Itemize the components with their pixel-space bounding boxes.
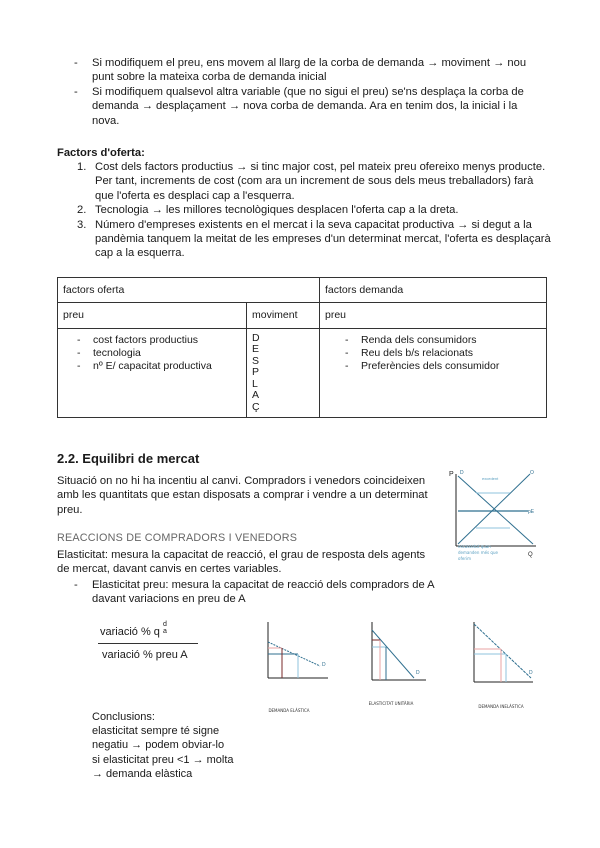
svg-text:O: O bbox=[530, 470, 534, 476]
elasticitat-preu-bullet: - Elasticitat preu: mesura la capacitat de reacció dels compradors de A davant variacions en preu de A bbox=[74, 578, 444, 607]
intro-bullet-list bbox=[74, 56, 544, 128]
svg-text:pE: pE bbox=[528, 509, 535, 515]
subheader-preu-oferta: preu bbox=[58, 303, 247, 328]
section-title: 2.2. Equilibri de mercat bbox=[57, 451, 200, 466]
svg-text:D: D bbox=[322, 662, 326, 668]
intro-bullet: - Si modifiquem el preu, ens movem al llarg de la corba de demanda → moviment → nou punt sobre la mateixa corba de demanda inicial bbox=[74, 56, 544, 85]
header-factors-oferta: factors oferta bbox=[58, 278, 320, 303]
note-excedent: excedent bbox=[482, 476, 499, 481]
factor-item: 3. Número d'empreses existents en el mercat i la seva capacitat productiva → si degut a la pandèmia tanquem la meitat de les empreses d'un determinat mercat, l'oferta es desplaçarà cap a la esquerra. bbox=[77, 218, 551, 260]
factors-oferta-list bbox=[77, 160, 555, 261]
desplac-vertical-text: D E S P L A Ç bbox=[247, 328, 320, 418]
subheader-moviment: moviment bbox=[247, 303, 320, 328]
subheader-preu-demanda: preu bbox=[320, 303, 547, 328]
svg-text:D: D bbox=[416, 670, 420, 676]
formula-denominator: variació % preu A bbox=[102, 649, 188, 661]
axis-q-label: Q bbox=[528, 552, 533, 558]
inelastic-demand-sketch bbox=[471, 620, 537, 684]
factor-item: 1. Cost dels factors productius → si tinc major cost, pel mateix preu ofereixo menys producte. Per tant, increments de cost (com ara un increment de sous dels meus treballadors) farà que l'oferta es desplaci cap a l'esquerra. bbox=[77, 161, 546, 202]
oferta-factor: - cost factors productius bbox=[71, 334, 241, 347]
svg-text:D: D bbox=[460, 470, 464, 476]
note-escassetat: escassetat quan demanden més que oferim bbox=[458, 544, 498, 561]
formula-divider bbox=[98, 643, 198, 644]
demanda-factor: - Renda dels consumidors bbox=[339, 334, 541, 347]
formula-numerator: variació % q d a bbox=[100, 621, 167, 638]
factor-item: 2. Tecnologia → les millores tecnològiques desplacen l'oferta cap a la dreta. bbox=[77, 204, 459, 217]
unit-elasticity-label: ELASTICITAT UNITÀRIA bbox=[368, 701, 414, 706]
oferta-factors-cell bbox=[58, 328, 247, 418]
intro-bullet: - Si modifiquem qualsevol altra variable (que no sigui el preu) se'ns desplaça la corba de demanda → desplaçament → nova corba de demanda. Ara en tenim dos, la inicial i la nova. bbox=[74, 85, 544, 128]
elasticitat-bullets bbox=[74, 578, 444, 607]
header-factors-demanda: factors demanda bbox=[320, 278, 547, 303]
axis-p-label: P bbox=[449, 471, 454, 478]
demanda-factors-cell bbox=[320, 328, 547, 418]
conclusions-title: Conclusions: bbox=[92, 711, 155, 723]
section-subheading: REACCIONS DE COMPRADORS I VENEDORS bbox=[57, 532, 298, 544]
oferta-factor: - nº E/ capacitat productiva bbox=[71, 360, 241, 373]
factors-oferta-heading: Factors d'oferta: bbox=[57, 147, 145, 159]
oferta-factor: - tecnologia bbox=[71, 347, 241, 360]
svg-text:D: D bbox=[529, 670, 533, 676]
demanda-factor: - Reu dels b/s relacionats bbox=[339, 347, 541, 360]
elasticitat-definition: Elasticitat: mesura la capacitat de reacció, el grau de resposta dels agents de mercat, davant canvis en certes variables. bbox=[57, 549, 426, 576]
section-paragraph: Situació on no hi ha incentiu al canvi. Compradors i venedors coincideixen amb les quantitats que estan disposats a comprar i vendre a un determinat preu. bbox=[57, 475, 428, 516]
elastic-demand-label: DEMANDA ELÀSTICA bbox=[268, 708, 310, 713]
conclusions: Conclusions: elasticitat sempre té signe negatiu → podem obviar-lo si elasticitat preu <1 → molta → demanda elàstica bbox=[92, 711, 234, 780]
demanda-factor: - Preferències dels consumidor bbox=[339, 360, 541, 373]
elastic-demand-sketch bbox=[262, 620, 332, 680]
inelastic-demand-label: DEMANDA INELÀSTICA bbox=[478, 704, 524, 709]
unit-elasticity-sketch bbox=[368, 620, 428, 682]
factors-table bbox=[57, 277, 547, 418]
